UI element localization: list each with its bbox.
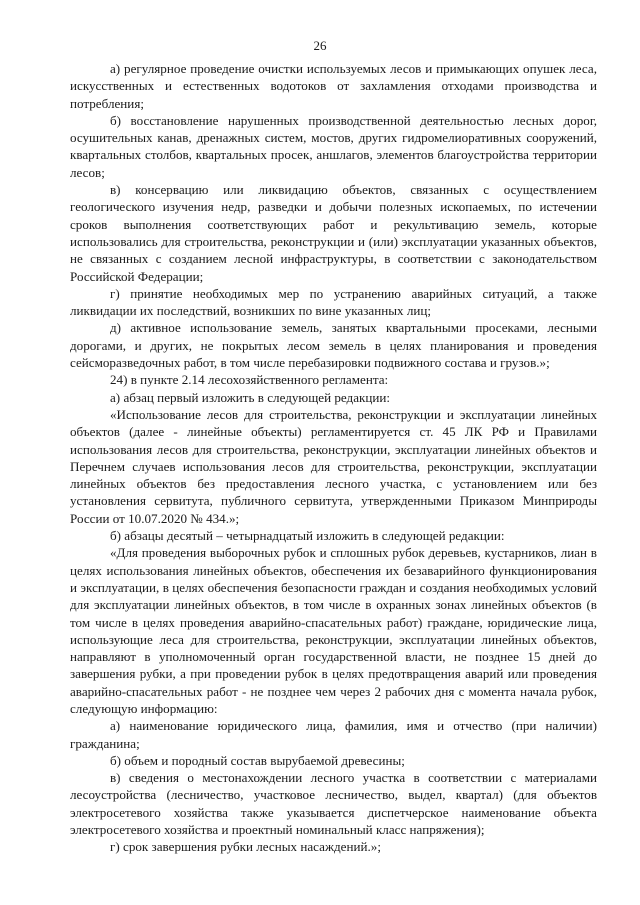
paragraph-v-conservation: в) консервацию или ликвидацию объектов, связанных с осуществлением геологического изучения недр, разведки и добычи полезных ископаемых, по истечении сроков выполнения соответствующих работ и рекультивацию земель, которые использовались для строительства, реконструкции и (или) эксплуатации указанных объектов, не связанных с созданием лесной инфраструктуры, в соответствии с законодательством Российской Федерации; <box>70 182 597 284</box>
document-body <box>70 60 597 856</box>
page-number: 26 <box>313 38 327 53</box>
paragraph-d-land-use: д) активное использование земель, занятых квартальными просеками, лесными дорогами, и других, не покрытых лесом земель в целях планирования и проведения сейсморазведочных работ, в том числе перебазировки подвижного состава и грузов.»; <box>70 320 597 371</box>
paragraph-a-cleaning: а) регулярное проведение очистки используемых лесов и примыкающих опушек леса, искусственных и естественных водотоков от захламления отходами производства и потребления; <box>70 61 597 111</box>
paragraph-b-restoration: б) восстановление нарушенных производственной деятельностью лесных дорог, осушительных канав, дренажных систем, мостов, других гидромелиоративных сооружений, квартальных столбов, квартальных просек, аншлагов, элементов благоустройства территории лесов; <box>70 112 597 180</box>
list-item-g-deadline: г) срок завершения рубки лесных насаждений.»; <box>110 839 381 855</box>
list-item-a-name: а) наименование юридического лица, фамилия, имя и отчество (при наличии) гражданина; <box>70 718 597 751</box>
paragraph-logging-info: «Для проведения выборочных рубок и сплошных рубок деревьев, кустарников, лиан в целях использования линейных объектов, обеспечения их безаварийного функционирования и эксплуатации, в целях обеспечения безопасности граждан и создания необходимых условий для эксплуатации линейных объектов, в том числе в охранных зонах линейных объектов (в том числе в целях проведения аварийно-спасательных работ) граждане, юридические лица, использующие леса для строительства, реконструкции, эксплуатации линейных объектов, направляют в уполномоченный орган государственной власти, не позднее 15 дней до завершения рубки, а при проведении рубок в целях предотвращения аварий или проведения аварийно-спасательных работ - не позднее чем через 2 рабочих дня с момента начала рубок, следующую информацию: <box>70 545 597 716</box>
paragraph-24b: б) абзацы десятый – четырнадцатый изложить в следующей редакции: <box>110 528 505 544</box>
list-item-b-volume: б) объем и породный состав вырубаемой древесины; <box>110 752 405 768</box>
list-item-v-location: в) сведения о местонахождении лесного участка в соответствии с материалами лесоустройства (лесничество, участковое лесничество, выдел, квартал) (для объектов электросетевого хозяйства также указывается диспетчерское наименование объекта электросетевого хозяйства и проектный номинальный класс напряжения); <box>70 770 597 838</box>
paragraph-linear-objects: «Использование лесов для строительства, реконструкции и эксплуатации линейных объектов (далее - линейные объекты) регламентируется ст. 45 ЛК РФ и Правилами использования лесов для строительства, реконструкции, эксплуатации линейных объектов и Перечнем случаев использования лесов для строительства, реконструкции, эксплуатации линейных объектов без предоставления лесного участка, с установлением или без установления сервитута, публичного сервитута, утвержденными Приказом Минприроды России от 10.07.2020 № 434.»; <box>70 406 597 526</box>
paragraph-24a: а) абзац первый изложить в следующей редакции: <box>110 389 391 405</box>
paragraph-item-24: 24) в пункте 2.14 лесохозяйственного регламента: <box>110 372 389 388</box>
paragraph-g-emergency: г) принятие необходимых мер по устранению аварийных ситуаций, а также ликвидации их последствий, возникших по вине указанных лиц; <box>70 285 597 319</box>
